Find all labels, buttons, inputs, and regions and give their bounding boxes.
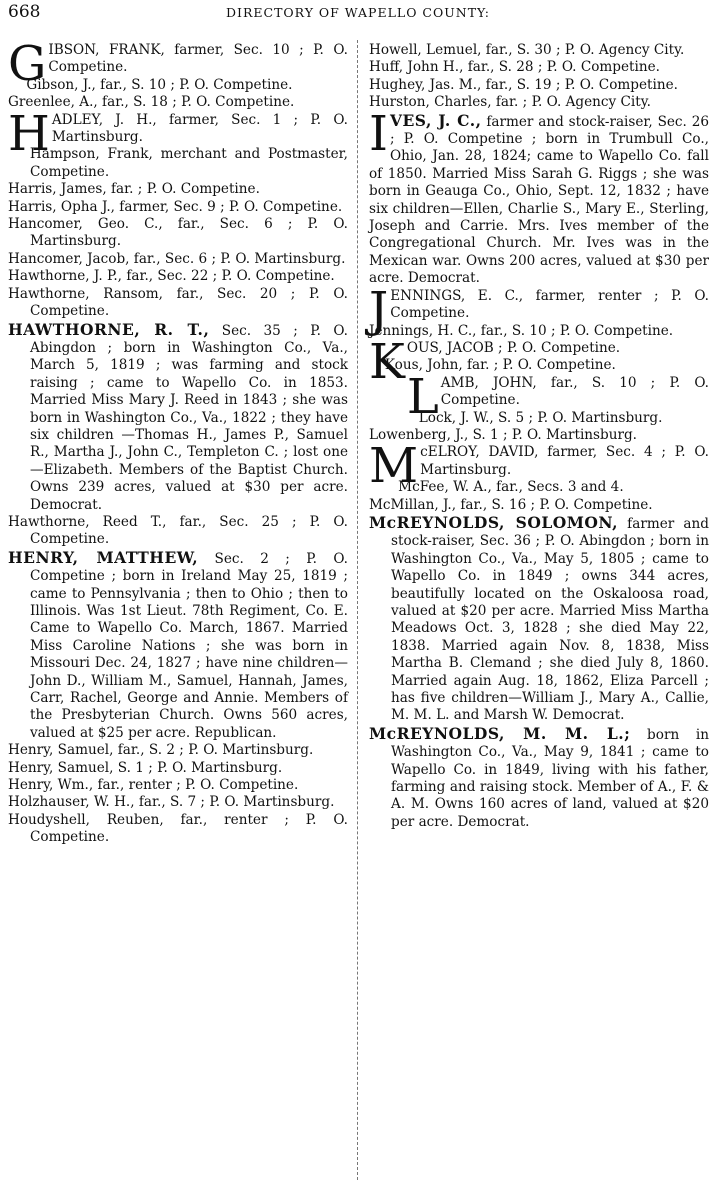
directory-entry [369,725,709,831]
directory-entry [8,321,348,514]
entry-text: Lock, J. W., S. 5 ; P. O. Martinsburg. [418,409,663,426]
entry-text: AMB, JOHN, far., S. 10 ; P. O. Competine. [440,374,709,409]
directory-entry [369,514,709,725]
entry-text: OUS, JACOB ; P. O. Competine. [406,339,621,356]
left-column [8,36,348,847]
directory-entry [369,479,709,496]
entry-text: cELROY, DAVID, farmer, Sec. 4 ; P. O. Martinsburg. [420,444,709,478]
drop-cap: H [8,105,50,162]
entry-text: IBSON, FRANK, farmer, Sec. 10 ; P. O. Competine. [48,42,348,76]
entry-name: VES, J. C., [389,110,482,130]
directory-entry [369,105,709,288]
entry-text: Lowenberg, J., S. 1 ; P. O. Martinsburg. [369,426,637,443]
directory-entry [8,812,348,847]
entry-text: Gibson, J., far., S. 10 ; P. O. Competine. [26,76,293,93]
page-header [0,0,716,28]
directory-entry [8,268,348,285]
entry-text: Holzhauser, W. H., far., S. 7 ; P. O. Martinsburg. [8,794,335,811]
entry-text: Huff, John H., far., S. 28 ; P. O. Competine. [369,59,660,76]
entry-text: farmer and stock-raiser, Sec. 26 ; P. O. Competine ; born in Trumbull Co., Ohio, Jan. 28, 1824; came to Wapello Co. fall of 1850. Married Miss Sarah G. Riggs ; she was born in Geauga Co., Ohio, Sept. 12, 1832 ; have six children—Ellen, Charlie S., Mary E., Sterling, Joseph and Carrie. Mrs. Ives member of the Congregational Church. Mr. Ives was in the Mexican war. Owns 200 acres, valued at $30 per acre. Democrat. [369,113,709,287]
entry-text: Hampson, Frank, merchant and Postmaster, Competine. [29,146,348,180]
entry-text: ADLEY, J. H., farmer, Sec. 1 ; P. O. Martinsburg. [51,111,348,146]
directory-entry [8,794,348,811]
directory-entry [369,357,709,374]
directory-entry [369,94,709,111]
drop-cap: K [369,333,405,390]
directory-entry [369,427,709,444]
entry-name: HENRY, MATTHEW, [8,547,199,567]
drop-cap: G [8,36,47,92]
entry-text: Kous, John, far. ; P. O. Competine. [384,357,616,374]
entry-text: Howell, Lemuel, far., S. 30 ; P. O. Agency City. [369,42,685,58]
directory-entry [8,514,348,549]
directory-entry [8,216,348,251]
entry-text: Sec. 2 ; P. O. Competine ; born in Ireland May 25, 1819 ; came to Pennsylvania ; then to Ohio ; then to Illinois. Was 1st Lieut. 78th Regiment, Co. E. Came to Wapello Co. March, 1867. Married Miss Caroline Nations ; she was born in Missouri Dec. 24, 1827 ; have nine children—John D., William M., Samuel, Hannah, James, Carr, Rachel, George and Annie. Members of the Presbyterian Church. Owns 560 acres, valued at $25 per acre. Republican. [30,550,348,741]
directory-entry [8,94,348,111]
drop-cap: M [369,438,419,495]
directory-entry [369,42,709,59]
directory-entry [369,323,709,340]
directory-entry [8,742,348,759]
entry-text: Harris, Opha J., farmer, Sec. 9 ; P. O. Competine. [8,198,343,215]
directory-entry [369,410,709,427]
entry-text: Hawthorne, Reed T., far., Sec. 25 ; P. O. Competine. [8,513,348,548]
drop-cap: I [369,105,388,162]
entry-text: Hawthorne, J. P., far., Sec. 22 ; P. O. Competine. [8,268,335,285]
entry-name: McREYNOLDS, SOLOMON, [369,512,618,532]
drop-cap: L [406,368,439,425]
directory-entry [8,251,348,268]
directory-entry [8,199,348,216]
directory-entry [369,497,709,514]
entry-text: Hancomer, Jacob, far., Sec. 6 ; P. O. Martinsburg. [8,250,346,267]
entry-text: Hancomer, Geo. C., far., Sec. 6 ; P. O. Martinsburg. [8,216,348,250]
entry-text: McMillan, J., far., S. 16 ; P. O. Competine. [369,496,653,513]
drop-cap: J [369,281,389,338]
entry-name: HAWTHORNE, R. T., [8,319,210,339]
entry-text: McFee, W. A., far., Secs. 3 and 4. [398,479,624,496]
directory-entry [8,777,348,794]
entry-text: Henry, Wm., far., renter ; P. O. Competine. [8,777,299,794]
entry-text: Jennings, H. C., far., S. 10 ; P. O. Competine. [369,322,674,339]
entry-text: ENNINGS, E. C., farmer, renter ; P. O. Competine. [390,287,709,322]
entry-text: born in Washington Co., Va., May 9, 1841 ; came to Wapello Co. in 1849, living with his father, farming and raising stock. Member of A., F. & A. M. Owns 160 acres of land, valued at $20 per acre. Democrat. [391,726,709,830]
page-number: 668 [8,2,41,22]
entry-text: Hawthorne, Ransom, far., Sec. 20 ; P. O. Competine. [8,285,348,320]
entry-text: Harris, James, far. ; P. O. Competine. [8,181,260,198]
entry-text: Henry, Samuel, S. 1 ; P. O. Martinsburg. [8,759,283,776]
entry-text: Hughey, Jas. M., far., S. 19 ; P. O. Competine. [369,76,678,93]
entry-text: farmer and stock-raiser, Sec. 36 ; P. O. Abingdon ; born in Washington Co., Va., May 5, 1805 ; came to Wapello Co. in 1849 ; owns 344 acres, beautifully located on the Oskaloosa road, valued at $20 per acre. Married Miss Martha Meadows Oct. 3, 1828 ; she died May 22, 1838. Married again Nov. 8, 1838, Miss Martha B. Clemand ; she died July 8, 1860. Married again Aug. 18, 1862, Eliza Parcell ; has five children—William J., Mary A., Callie, M. M. L. and Marsh W. Democrat. [391,515,709,724]
directory-entry [8,549,348,742]
directory-entry [8,181,348,198]
right-column [369,42,709,831]
entry-text: Hurston, Charles, far. ; P. O. Agency City. [369,94,651,111]
directory-entry [8,77,348,94]
directory-entry [8,146,348,181]
directory-entry [8,760,348,777]
directory-entry [369,77,709,94]
directory-entry [369,59,709,76]
entry-text: Houdyshell, Reuben, far., renter ; P. O. Competine. [8,811,348,846]
entry-text: Henry, Samuel, far., S. 2 ; P. O. Martinsburg. [8,742,314,759]
entry-name: McREYNOLDS, M. M. L.; [369,723,631,743]
running-head: DIRECTORY OF WAPELLO COUNTY: [226,5,490,20]
directory-entry [8,286,348,321]
directory-entry [8,105,348,162]
entry-text: Greenlee, A., far., S. 18 ; P. O. Competine. [8,94,295,111]
column-divider [357,40,358,1180]
entry-text: Sec. 35 ; P. O. Abingdon ; born in Washington Co., Va., March 5, 1819 ; was farming and stock raising ; came to Wapello Co. in 1853. Married Miss Mary J. Reed in 1843 ; she was born in Washington Co., Va., 1822 ; they have six children —Thomas H., James P., Samuel R., Martha J., John C., Templeton C. ; lost one—Elizabeth. Members of the Baptist Church. Owns 239 acres, valued at $30 per acre. Democrat. [30,322,348,513]
